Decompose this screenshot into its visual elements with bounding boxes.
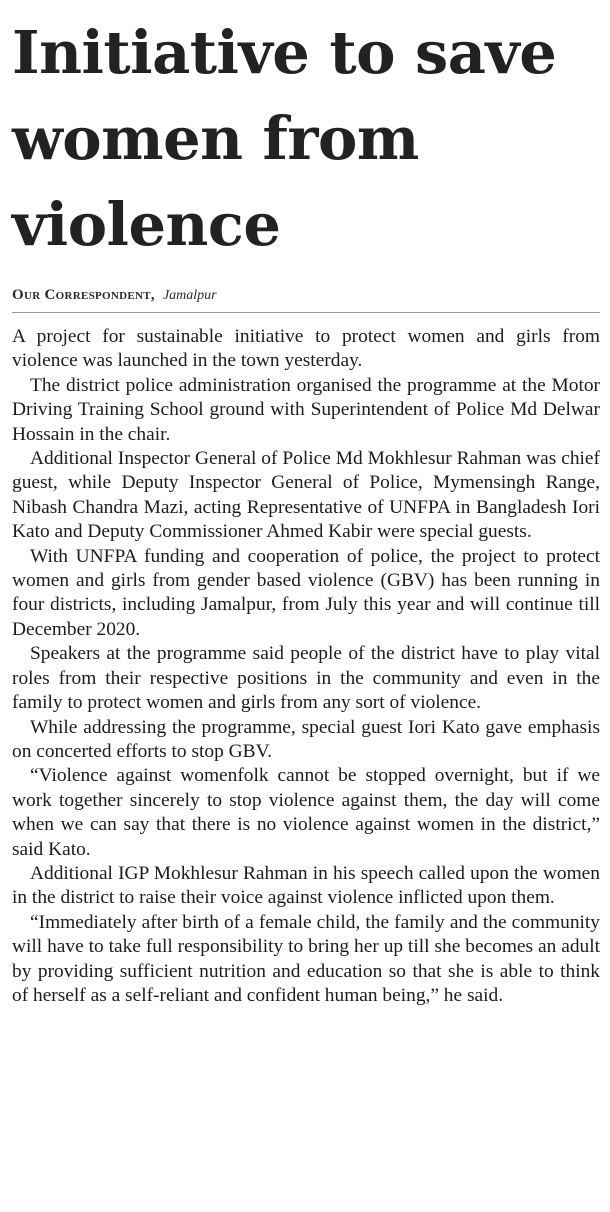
byline-author: Our Correspondent, — [12, 287, 155, 303]
paragraph: “Violence against womenfolk cannot be stopped overnight, but if we work together sincerely to stop violence against them, the day will come when we can say that there is no violence against women in the district,” said Kato. — [12, 765, 600, 860]
paragraph: “Immediately after birth of a female child, the family and the community will have to take full responsibility to bring her up till she becomes an adult by providing sufficient nutrition and education so that she is able to think of herself as a self-reliant and confident human being,” he said. — [12, 911, 600, 1006]
paragraph: While addressing the programme, special guest Iori Kato gave emphasis on concerted efforts to stop GBV. — [12, 716, 600, 762]
byline — [12, 286, 600, 313]
paragraph: Additional IGP Mokhlesur Rahman in his speech called upon the women in the district to raise their voice against violence inflicted upon them. — [12, 862, 600, 909]
paragraph: A project for sustainable initiative to protect women and girls from violence was launched in the town yesterday. — [12, 326, 600, 372]
headline — [12, 0, 600, 268]
headline-line: Initiative to save — [12, 18, 557, 87]
article-body — [12, 325, 600, 1008]
paragraph: Additional Inspector General of Police Md Mokhlesur Rahman was chief guest, while Deputy Inspector General of Police, Mymensingh Range, Nibash Chandra Mazi, acting Representative of UNFPA in Bangladesh Iori Kato and Deputy Commissioner Ahmed Kabir were special guests. — [12, 448, 600, 543]
byline-place: Jamalpur — [162, 288, 217, 303]
headline-line: violence — [12, 190, 281, 259]
paragraph: Speakers at the programme said people of the district have to play vital roles from their respective positions in the community and even in the family to protect women and girls from any sort of violence. — [12, 643, 600, 714]
paragraph: With UNFPA funding and cooperation of police, the project to protect women and girls from gender based violence (GBV) has been running in four districts, including Jamalpur, from July this year and will continue till December 2020. — [12, 545, 600, 640]
paragraph: The district police administration organised the programme at the Motor Driving Training School ground with Superintendent of Police Md Delwar Hossain in the chair. — [12, 374, 600, 445]
headline-line: women from — [12, 104, 419, 173]
